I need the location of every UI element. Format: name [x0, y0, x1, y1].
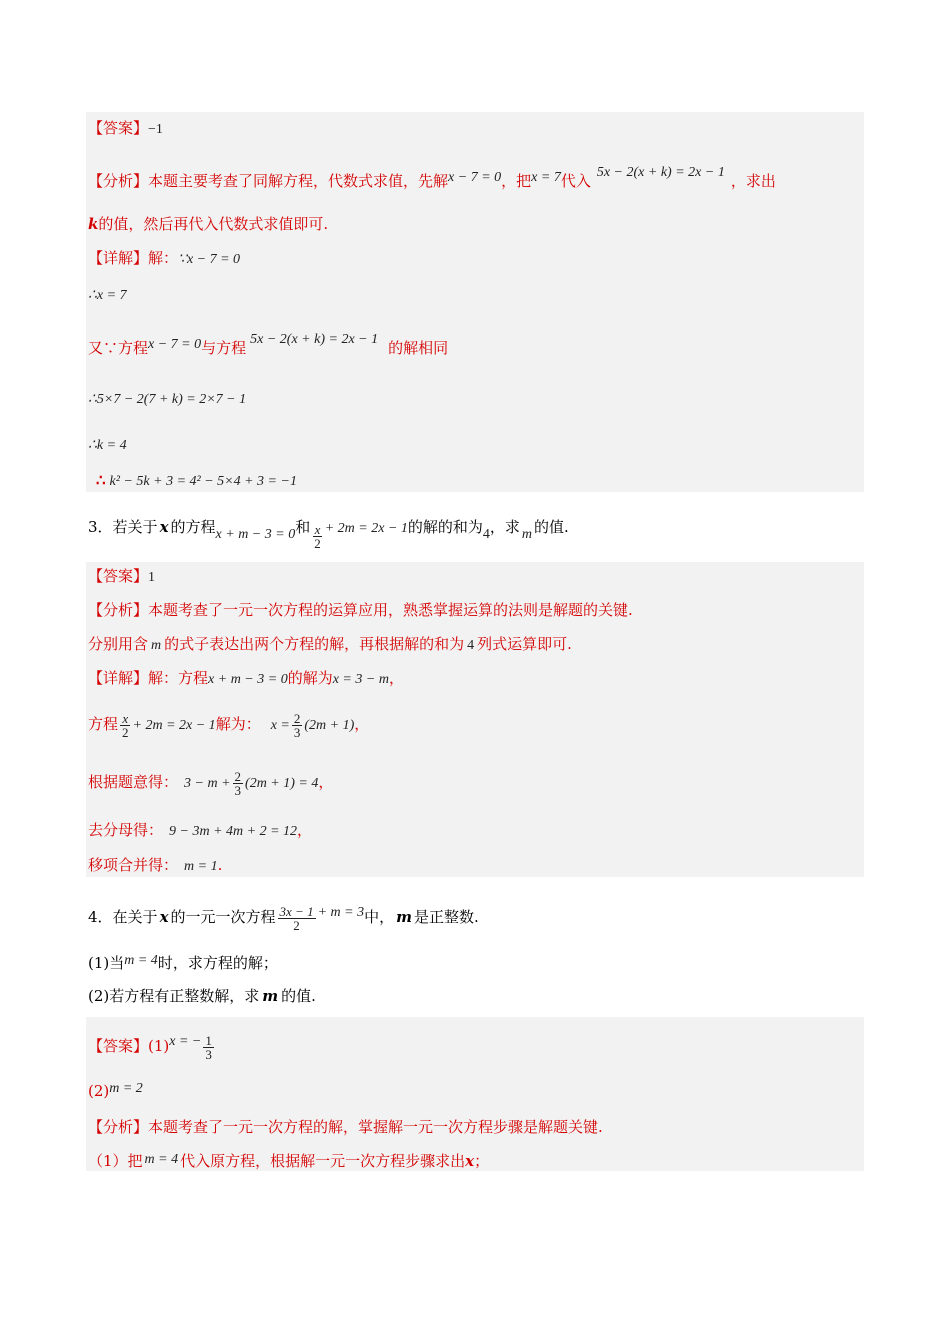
fraction-denominator: 2: [293, 917, 300, 933]
detail-text: 的解为: [287, 669, 333, 687]
analysis-label: 【分析】: [88, 601, 149, 619]
fraction: [278, 905, 316, 932]
math-expression: 9 − 3m + 4m + 2 = 12: [169, 824, 298, 839]
detail-text: 解：: [148, 249, 179, 267]
variable-x: x: [465, 1152, 475, 1170]
answer-part-number: (2): [88, 1082, 110, 1100]
math-expression: ∵x − 7 = 0: [178, 252, 241, 267]
math-expression: x = −: [169, 1034, 202, 1049]
question-number: 3．: [88, 518, 113, 536]
question-text: 的值.: [281, 987, 316, 1005]
answer-line-3b: [88, 1079, 143, 1101]
analysis-text: 的式子表达出两个方程的解，再根据解的和为: [164, 635, 465, 653]
fraction-numerator: 2: [293, 710, 301, 726]
fraction-numerator: x: [314, 522, 321, 537]
fraction: [233, 770, 244, 797]
detail-text: 移项合并得：: [88, 856, 179, 874]
analysis-line-1a: [88, 163, 776, 191]
analysis-text: 的值，然后再代入代数式求值即可.: [98, 215, 329, 233]
answer-label: 【答案】: [88, 567, 149, 585]
math-expression: x − 7 = 0: [148, 337, 202, 352]
variable-k: k: [88, 215, 99, 233]
math-expression: 3 − m +: [184, 776, 231, 791]
analysis-line-1b: [88, 214, 328, 234]
math-expression: + 2m = 2x − 1: [324, 521, 408, 536]
answer-label: 【答案】: [88, 119, 149, 137]
math-expression: ∴x = 7: [88, 288, 127, 303]
analysis-text: 列式运算即可.: [477, 635, 572, 653]
fraction: [203, 1034, 214, 1061]
math-expression: 5x − 2(x + k) = 2x − 1: [250, 332, 379, 347]
analysis-text: 本题考查了一元一次方程的解，掌握解一元一次方程步骤是解题关键.: [148, 1118, 603, 1136]
analysis-text: 代入原方程，根据解一元一次方程步骤求出: [180, 1152, 466, 1170]
analysis-label: 【分析】: [88, 172, 149, 190]
answer-value: −1: [148, 122, 163, 137]
detail-text: ，: [318, 773, 334, 791]
question-text: 的方程: [170, 518, 216, 536]
question-text: 和: [295, 518, 311, 536]
detail-text: ，: [354, 715, 370, 733]
variable-m: m: [521, 527, 533, 542]
question-text: 是正整数.: [413, 908, 479, 926]
question-4-part-1: [88, 951, 278, 973]
analysis-text: 代入: [560, 172, 591, 190]
detail-text: 与方程: [201, 339, 247, 357]
detail-text: 又∵方程: [88, 339, 149, 357]
answer-line-2: [88, 566, 155, 588]
math-expression: x = 7: [531, 170, 561, 185]
math-expression: k² − 5k + 3 = 4² − 5×4 + 3 = −1: [109, 474, 297, 489]
math-expression: x + m − 3 = 0: [215, 527, 296, 542]
math-expression: (2m + 1): [304, 718, 355, 733]
analysis-line-3b: [88, 1150, 489, 1171]
detail-text: ，: [388, 669, 404, 687]
fraction-denominator: 3: [293, 724, 301, 740]
math-expression: ∴k = 4: [88, 438, 127, 453]
question-text: 的一元一次方程: [170, 908, 276, 926]
detail-text: ，: [297, 821, 313, 839]
math-expression: 4: [482, 527, 490, 542]
detail-text: 根据题意得：: [88, 773, 179, 791]
analysis-text: ，求出: [730, 172, 776, 190]
math-expression: x + m − 3 = 0: [208, 672, 288, 687]
question-number: 4．: [88, 908, 113, 926]
detail-text: 去分母得：: [88, 821, 164, 839]
question-text: 的解的和为: [407, 518, 483, 536]
question-3: [88, 517, 569, 550]
math-expression: x =: [270, 718, 290, 733]
answer-line-1: [88, 118, 163, 140]
detail-line-3: [88, 330, 448, 358]
math-expression: ∴5×7 − 2(7 + k) = 2×7 − 1: [88, 392, 247, 407]
detail-line-4: [88, 388, 246, 410]
detail-line-5: [88, 434, 127, 456]
math-expression: + m = 3: [317, 905, 365, 920]
analysis-text: 本题考查了一元一次方程的运算应用，熟悉掌握运算的法则是解题的关键.: [148, 601, 633, 619]
analysis-label: 【分析】: [88, 1118, 149, 1136]
math-expression: m = 4: [144, 1152, 179, 1167]
analysis-text: （1）把: [88, 1152, 143, 1170]
math-expression: m = 4: [124, 953, 158, 968]
answer-label: 【答案】: [88, 1037, 149, 1055]
question-text: 的值.: [534, 518, 569, 536]
math-expression: m = 1: [184, 859, 218, 874]
answer-line-3a: [88, 1022, 216, 1062]
detail-line-1: [88, 248, 240, 270]
analysis-line-2a: [88, 600, 633, 620]
math-expression: x = 3 − m: [332, 672, 389, 687]
analysis-line-2b: [88, 634, 572, 656]
detail-text: 的解相同: [388, 339, 449, 357]
fraction-denominator: 3: [234, 782, 242, 798]
question-text: 时，求方程的解；: [157, 954, 278, 972]
question-text: 中，: [364, 908, 395, 926]
fraction-numerator: 3x − 1: [279, 903, 314, 919]
question-text: 在关于: [112, 908, 158, 926]
question-text: (1)当: [88, 954, 125, 972]
therefore-symbol: ∴: [96, 471, 106, 489]
answer-value: 1: [148, 570, 156, 585]
detail-text: .: [217, 856, 223, 874]
variable-m: m: [151, 638, 162, 653]
math-expression: m = 2: [109, 1081, 143, 1096]
fraction-denominator: 2: [122, 724, 129, 740]
fraction: [312, 523, 323, 550]
math-expression: + 2m = 2x − 1: [132, 718, 216, 733]
fraction-numerator: x: [122, 710, 129, 726]
detail-line-2-4: [88, 820, 312, 842]
detail-label: 【详解】: [88, 669, 149, 687]
fraction: [292, 712, 303, 739]
analysis-text: 分别用含: [88, 635, 149, 653]
math-expression: (2m + 1) = 4: [245, 776, 319, 791]
analysis-line-3a: [88, 1117, 603, 1137]
detail-line-2-5: [88, 855, 222, 877]
detail-line-2-3: [88, 764, 333, 800]
detail-text: 解为：: [215, 715, 261, 733]
detail-line-6: [96, 470, 297, 492]
question-4: [88, 893, 479, 933]
math-expression: x − 7 = 0: [448, 170, 502, 185]
variable-m: m: [396, 908, 412, 926]
detail-line-2-1: [88, 668, 404, 690]
analysis-text: 本题主要考查了同解方程，代数式求值，先解: [148, 172, 449, 190]
fraction-numerator: 2: [234, 768, 242, 784]
detail-line-2: [88, 284, 127, 306]
analysis-text: ；: [474, 1152, 490, 1170]
fraction: [120, 712, 131, 739]
fraction-denominator: 3: [205, 1046, 212, 1062]
fraction-numerator: 1: [205, 1032, 212, 1048]
math-expression: 5x − 2(x + k) = 2x − 1: [596, 165, 725, 180]
detail-line-2-2: [88, 706, 369, 742]
variable-m: m: [262, 987, 279, 1005]
fraction-denominator: 2: [314, 536, 321, 551]
question-4-part-2: [88, 986, 316, 1006]
math-expression: 4: [467, 638, 475, 653]
answer-part-number: (1): [148, 1037, 170, 1055]
variable-x: x: [159, 518, 169, 536]
analysis-text: ，把: [501, 172, 532, 190]
detail-text: 方程: [88, 715, 119, 733]
question-text: (2)若方程有正整数解，求: [88, 987, 260, 1005]
detail-label: 【详解】: [88, 249, 149, 267]
variable-x: x: [159, 908, 169, 926]
question-text: 若关于: [112, 518, 158, 536]
question-text: ，求: [489, 518, 520, 536]
detail-text: 解：方程: [148, 669, 209, 687]
